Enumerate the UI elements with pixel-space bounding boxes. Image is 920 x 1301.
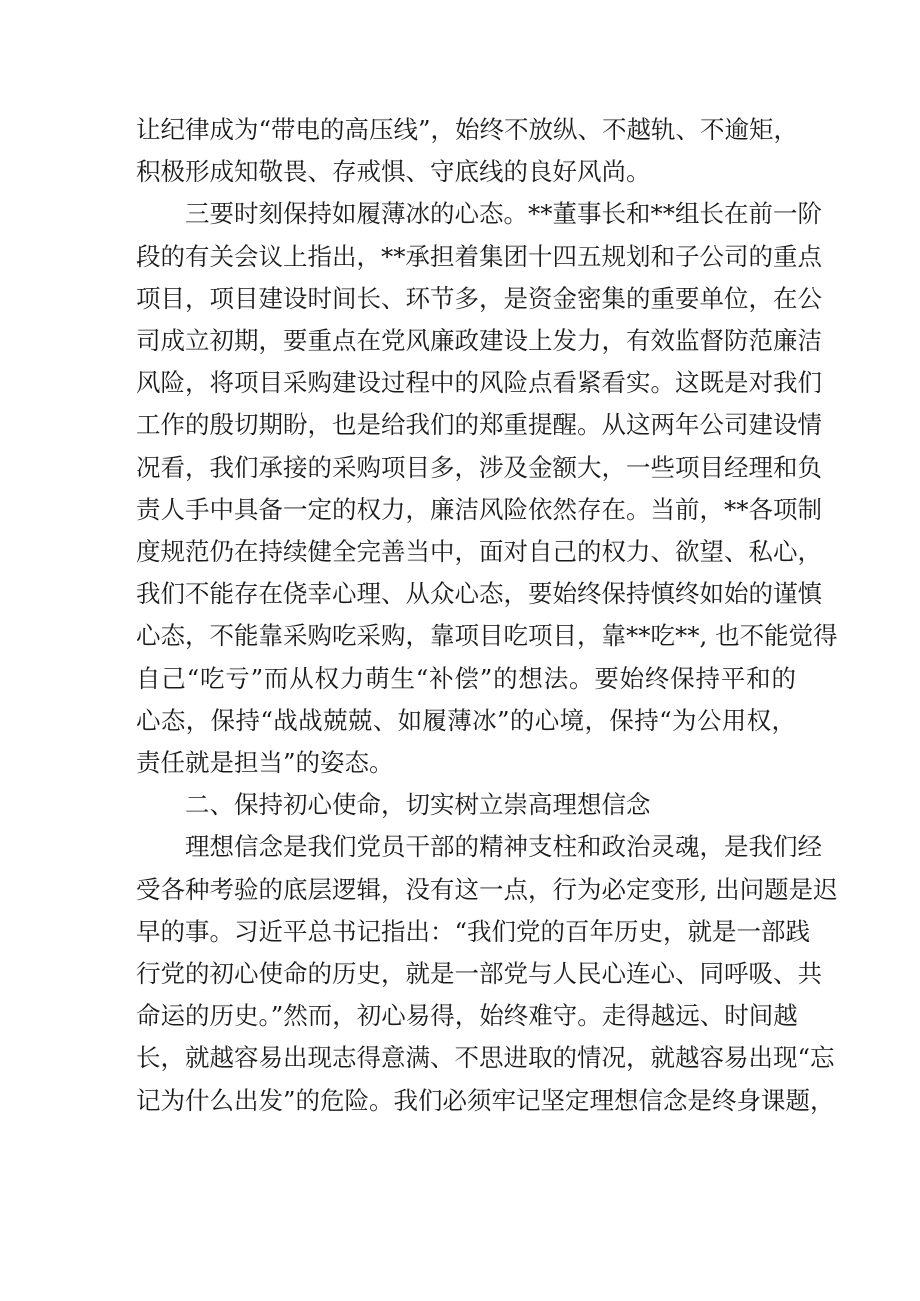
text-line: 三要时刻保持如履薄冰的心态。**董事长和**组长在前一阶 — [185, 199, 822, 229]
text-line: 心态，不能靠采购吃采购，靠项目吃项目，靠**吃**, 也不能觉得 — [136, 621, 838, 651]
text-line: 早的事。习近平总书记指出：“我们党的百年历史，就是一部践 — [136, 916, 811, 946]
text-line: 二、保持初心使命，切实树立崇高理想信念 — [185, 790, 651, 820]
text-line: 让纪律成为“带电的高压线”，始终不放纵、不越轨、不逾矩， — [136, 115, 799, 144]
text-line: 段的有关会议上指出，**承担着集团十四五规划和子公司的重点 — [136, 241, 822, 271]
text-line: 度规范仍在持续健全完善当中，面对自己的权力、欲望、私心， — [136, 537, 822, 566]
text-line: 理想信念是我们党员干部的精神支柱和政治灵魂，是我们经 — [185, 832, 822, 862]
text-line: 责任就是担当”的姿态。 — [136, 748, 394, 777]
text-line: 责人手中具备一定的权力，廉洁风险依然存在。当前，**各项制 — [136, 494, 822, 524]
text-line: 风险，将项目采购建设过程中的风险点看紧看实。这既是对我们 — [136, 368, 822, 398]
text-line: 记为什么出发”的危险。我们必须牢记坚定理想信念是终身课题， — [136, 1085, 835, 1115]
text-line: 项目，项目建设时间长、环节多，是资金密集的重要单位，在公 — [136, 283, 822, 313]
text-line: 自己“吃亏”而从权力萌生“补偿”的想法。要始终保持平和的 — [136, 663, 796, 693]
text-line: 行党的初心使命的历史，就是一部党与人民心连心、同呼吸、共 — [136, 959, 822, 988]
text-line: 受各种考验的底层逻辑，没有这一点，行为必定变形, 出问题是迟 — [136, 874, 838, 904]
text-line: 积极形成知敬畏、存戒惧、守底线的良好风尚。 — [136, 157, 651, 187]
text-line: 况看，我们承接的采购项目多，涉及金额大，一些项目经理和负 — [136, 452, 822, 482]
text-line: 长，就越容易出现志得意满、不思进取的情况，就越容易出现“忘 — [136, 1043, 835, 1073]
text-line: 工作的殷切期盼，也是给我们的郑重提醒。从这两年公司建设情 — [136, 410, 822, 440]
text-line: 心态，保持“战战兢兢、如履薄冰”的心境，保持“为公用权， — [136, 705, 796, 735]
text-line: 司成立初期，要重点在党风廉政建设上发力，有效监督防范廉洁 — [136, 326, 822, 355]
text-line: 命运的历史。”然而，初心易得，始终难守。走得越远、时间越 — [136, 1001, 798, 1031]
text-line: 我们不能存在侥幸心理、从众心态，要始终保持慎终如始的谨慎 — [136, 579, 822, 609]
